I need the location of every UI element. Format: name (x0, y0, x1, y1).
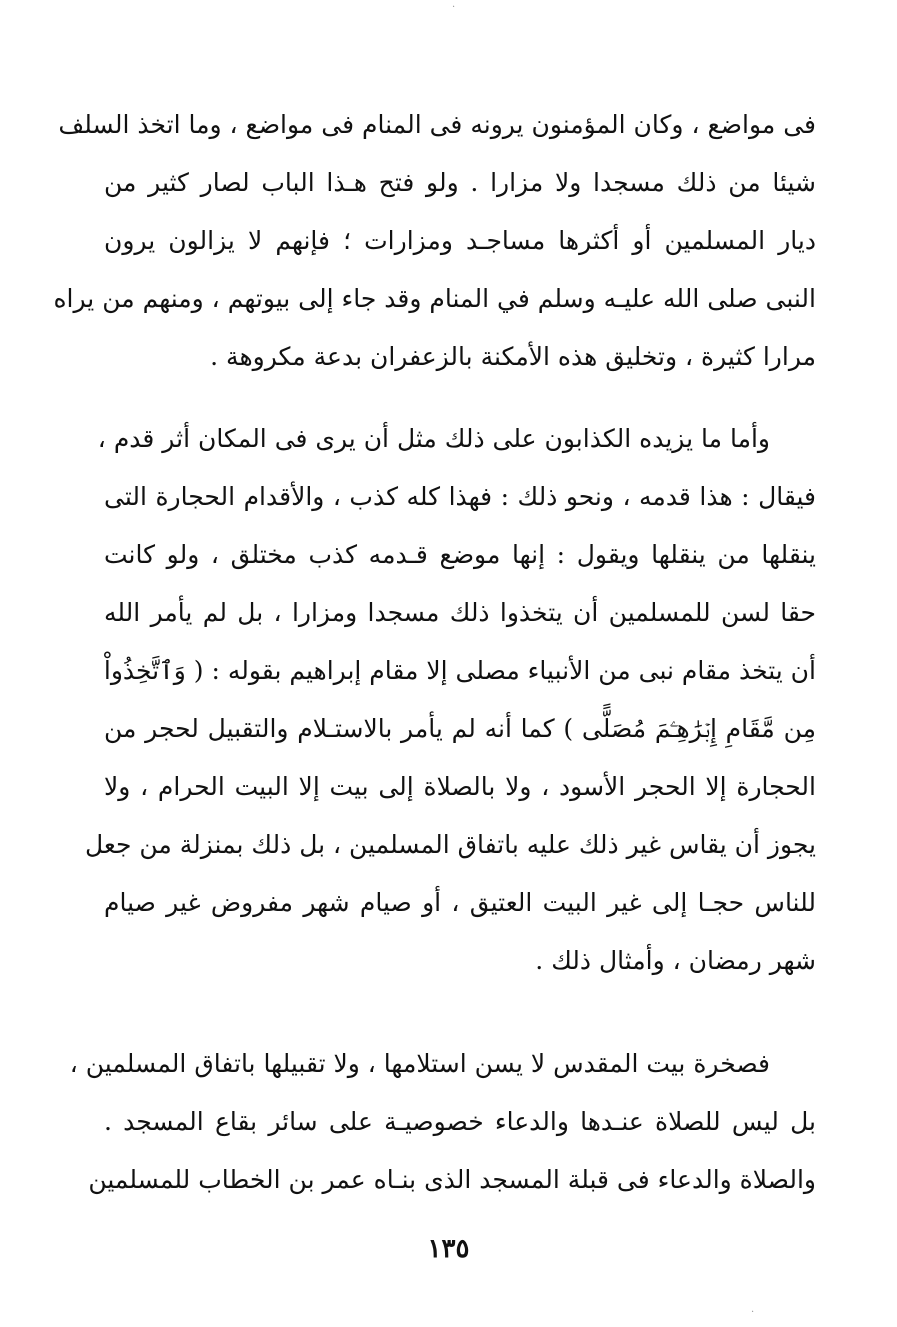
text-line: أن يتخذ مقام نبى من الأنبياء مصلى إلا مقام إبراهيم بقوله : ( وَٱتَّخِذُواْ (103, 656, 816, 685)
text-line: وأما ما يزيده الكذابون على ذلك مثل أن يرى فى المكان أثر قدم ، (97, 424, 770, 453)
paragraph-2 (84, 410, 816, 990)
text-line: يجوز أن يقاس غير ذلك عليه باتفاق المسلمين ، بل ذلك بمنزلة من جعل (84, 830, 816, 859)
paragraph-1 (53, 96, 816, 386)
text-line: ديار المسلمين أو أكثرها مساجـد ومزارات ؛ فإنهم لا يزالون يرون (104, 226, 816, 255)
text-line: النبى صلى الله عليـه وسلم في المنام وقد جاء إلى بيوتهم ، ومنهم من يراه (53, 284, 816, 313)
text-line: فيقال : هذا قدمه ، ونحو ذلك : فهذا كله كذب ، والأقدام الحجارة التى (104, 482, 816, 511)
paragraph-3 (69, 1035, 817, 1209)
page-number: ١٣٥ (427, 1234, 470, 1264)
text-line: شيئا من ذلك مسجدا ولا مزارا . ولو فتح هـذا الباب لصار كثير من (104, 168, 816, 197)
margin-mark-top: · (452, 2, 456, 13)
text-line: مرارا كثيرة ، وتخليق هذه الأمكنة بالزعفران بدعة مكروهة . (210, 342, 816, 371)
text-line: للناس حجـا إلى غير البيت العتيق ، أو صيام شهر مفروض غير صيام (104, 888, 816, 917)
text-line: والصلاة والدعاء فى قبلة المسجد الذى بنـاه عمر بن الخطاب للمسلمين (88, 1165, 816, 1194)
text-line: فصخرة بيت المقدس لا يسن استلامها ، ولا تقبيلها باتفاق المسلمين ، (69, 1049, 770, 1078)
text-line: شهر رمضان ، وأمثال ذلك . (535, 946, 816, 975)
margin-mark-bottom: · (751, 1307, 755, 1318)
text-line: بل ليس للصلاة عنـدها والدعاء خصوصيـة على سائر بقاع المسجد . (104, 1107, 817, 1136)
text-line: فى مواضع ، وكان المؤمنون يرونه فى المنام فى مواضع ، وما اتخذ السلف (58, 110, 816, 139)
text-line: مِن مَّقَامِ إِبۡرَٰهِـۧمَ مُصَلًّى ) كما أنه لم يأمر بالاستـلام والتقبيل لحجر من (104, 714, 816, 743)
text-line: الحجارة إلا الحجر الأسود ، ولا بالصلاة إلى بيت إلا البيت الحرام ، ولا (104, 772, 816, 801)
text-line: ينقلها من ينقلها ويقول : إنها موضع قـدمه كذب مختلق ، ولو كانت (104, 540, 816, 569)
text-line: حقا لسن للمسلمين أن يتخذوا ذلك مسجدا ومزارا ، بل لم يأمر الله (104, 598, 816, 627)
